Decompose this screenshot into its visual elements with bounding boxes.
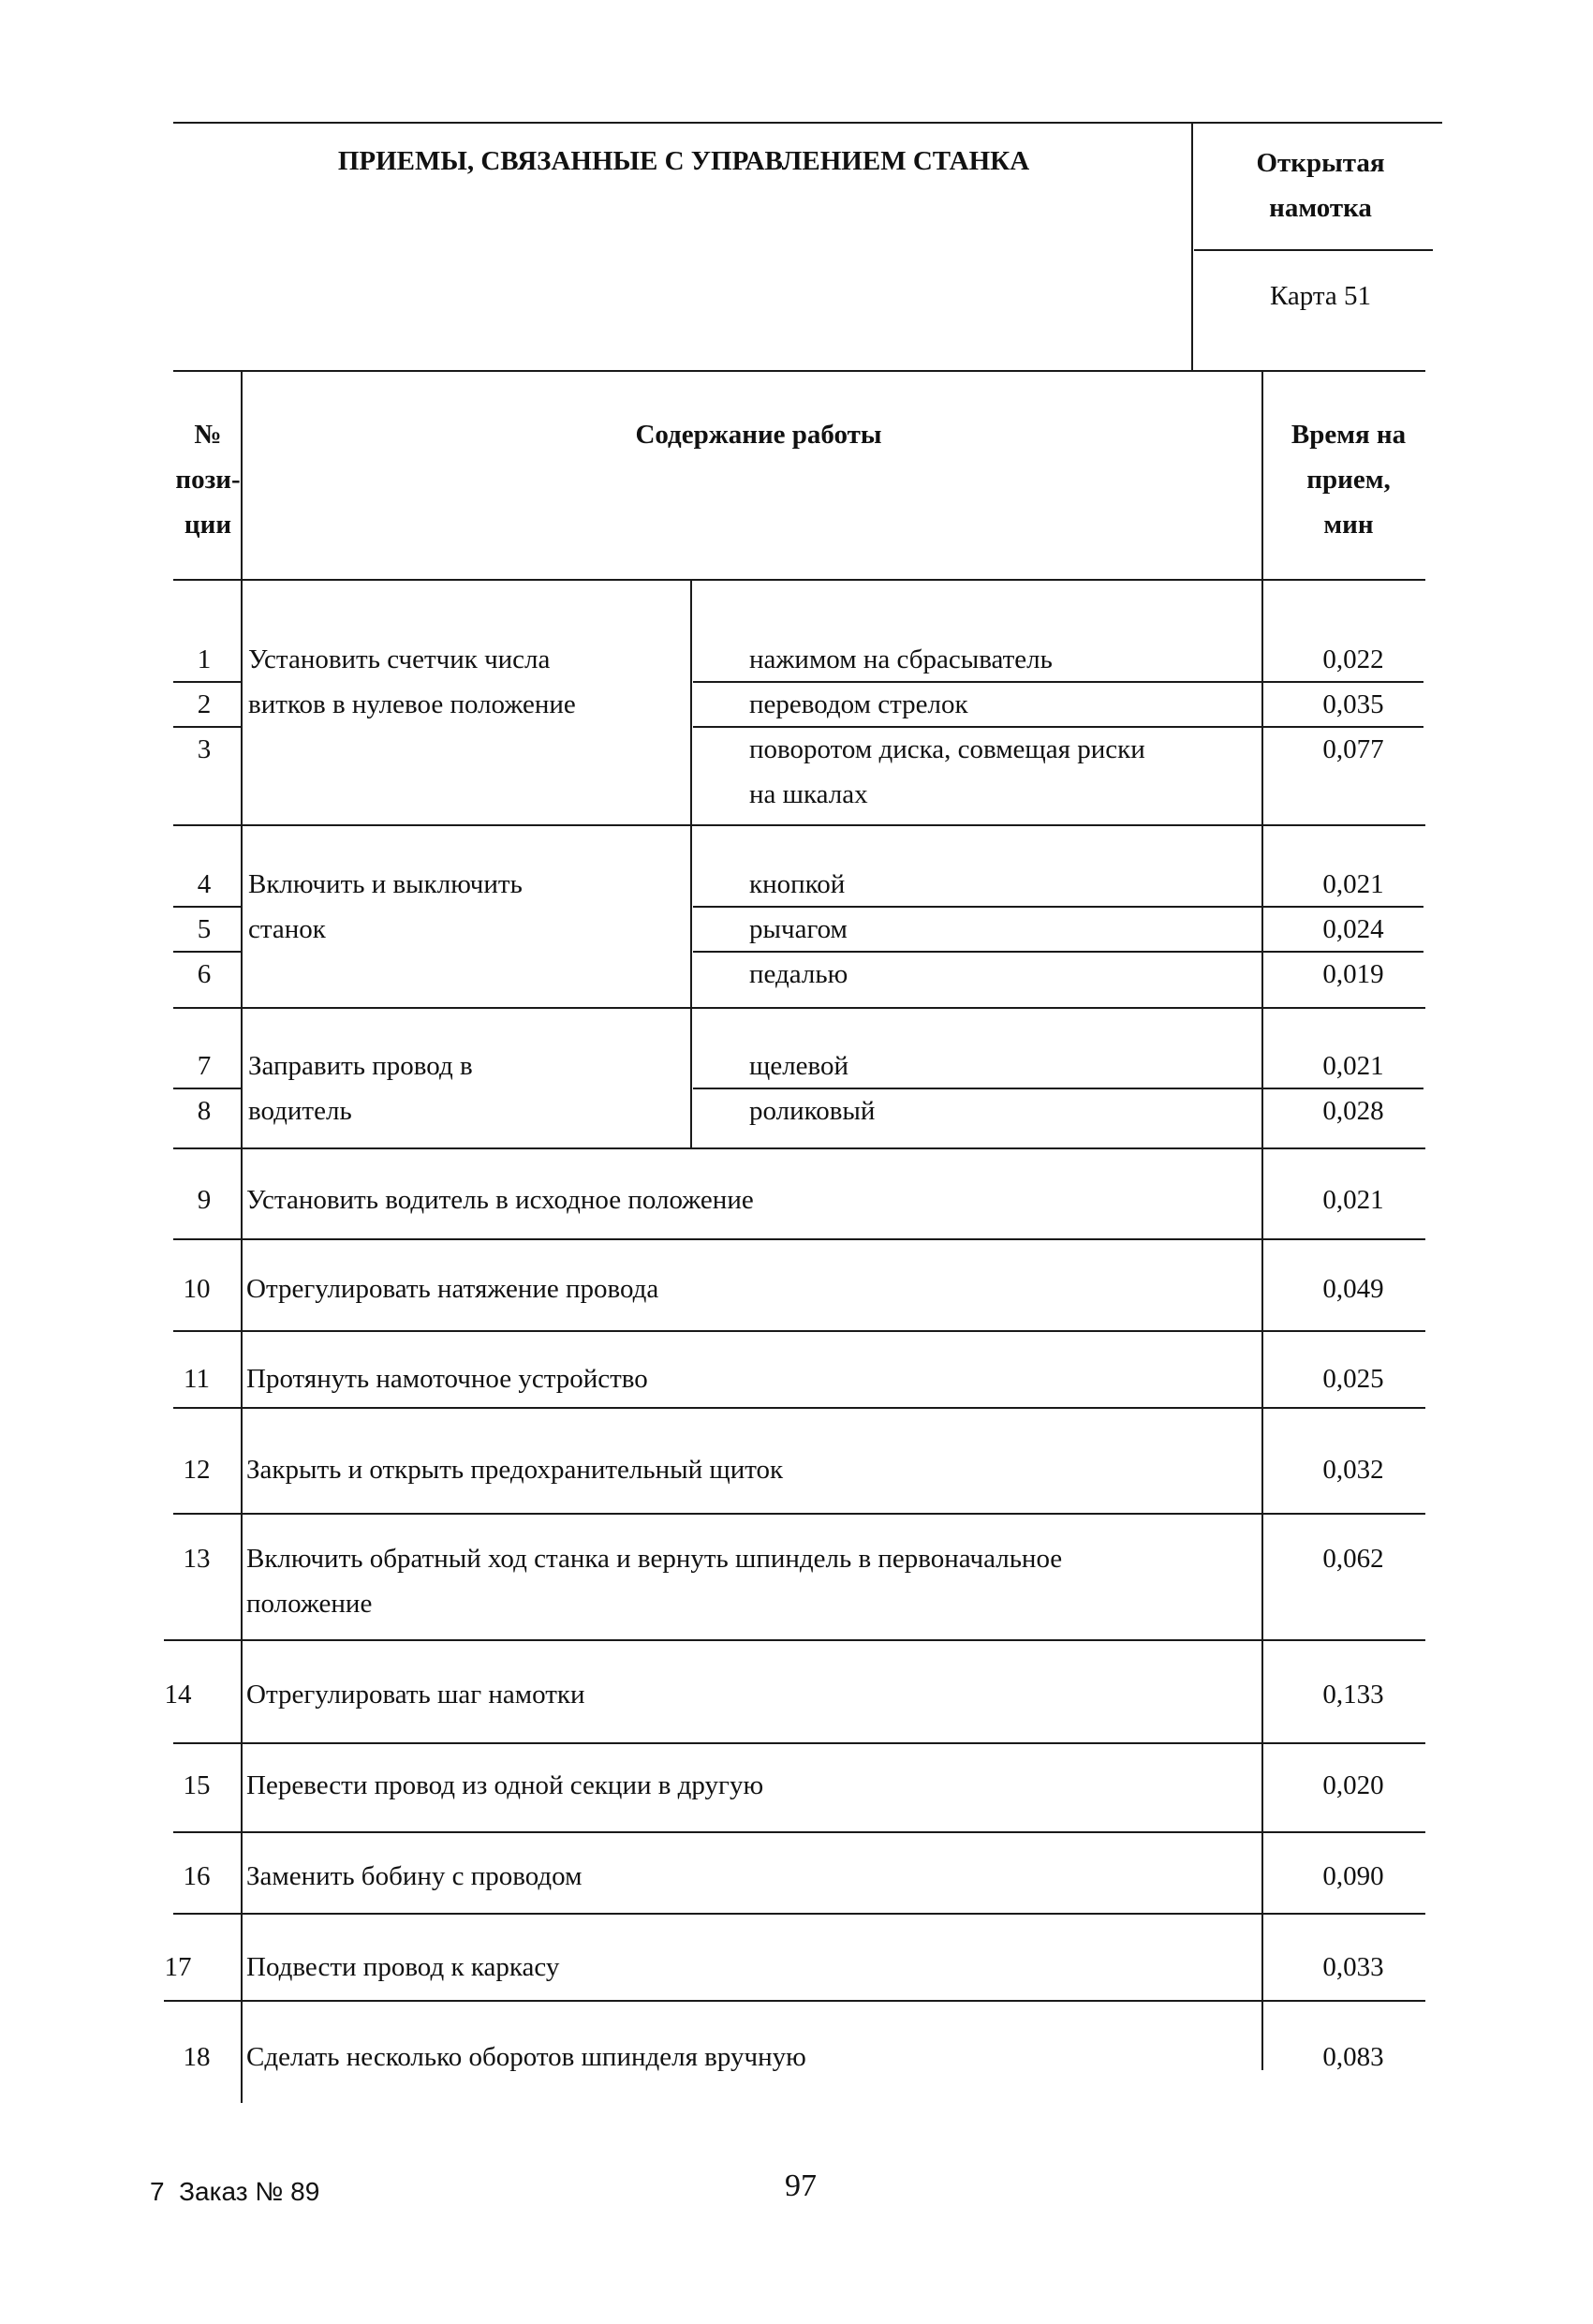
row-10-pos: 10 xyxy=(183,1274,211,1304)
time-header-line-2: прием, xyxy=(1306,465,1391,495)
row-3-method-cont: на шкалах xyxy=(749,779,868,809)
row-3-pos: 3 xyxy=(197,734,212,764)
row-5-pos: 5 xyxy=(197,914,212,944)
row-9-text: Установить водитель в исходное положение xyxy=(246,1185,754,1215)
group2-bottom-rule xyxy=(173,1007,1425,1009)
row-8-time: 0,028 xyxy=(1322,1096,1384,1126)
row-1-method: нажимом на сбрасыватель xyxy=(749,644,1053,674)
row-2-pos: 2 xyxy=(197,689,212,719)
column-header-top-rule xyxy=(173,370,1425,372)
row-11-rule xyxy=(173,1407,1425,1409)
row-10-time: 0,049 xyxy=(1322,1274,1384,1304)
category-line-1: Открытая xyxy=(1256,148,1385,178)
row-16-pos: 16 xyxy=(183,1861,211,1891)
row-8-pos: 8 xyxy=(197,1096,212,1126)
row-4-time: 0,021 xyxy=(1322,869,1384,899)
row-6-time: 0,019 xyxy=(1322,959,1384,989)
row-9-pos: 9 xyxy=(197,1185,212,1215)
row-2-time: 0,035 xyxy=(1322,689,1384,719)
row-11-time: 0,025 xyxy=(1322,1364,1384,1394)
row-15-pos: 15 xyxy=(183,1770,211,1800)
row-9-time: 0,021 xyxy=(1322,1185,1384,1215)
group3-bottom-rule xyxy=(173,1147,1425,1149)
header-top-rule xyxy=(173,122,1442,124)
group2-action-line-1: Включить и выключить xyxy=(248,869,523,899)
group3-action-line-1: Заправить провод в xyxy=(248,1051,473,1081)
row-16-time: 0,090 xyxy=(1322,1861,1384,1891)
row-7-time: 0,021 xyxy=(1322,1051,1384,1081)
row-4-pos: 4 xyxy=(197,869,212,899)
group1-action-line-1: Установить счетчик числа xyxy=(248,644,551,674)
row-3-time: 0,077 xyxy=(1322,734,1384,764)
row-5-method: рычагом xyxy=(749,914,848,944)
row-9-rule xyxy=(173,1238,1425,1240)
group2-action-line-2: станок xyxy=(248,914,326,944)
row-17-text: Подвести провод к каркасу xyxy=(246,1952,560,1982)
card-number: Карта 51 xyxy=(1269,281,1372,311)
row-7-pos: 7 xyxy=(197,1051,212,1081)
row-6-method: педалью xyxy=(749,959,848,989)
time-header-line-1: Время на xyxy=(1291,420,1407,450)
row-12-pos: 12 xyxy=(183,1455,211,1485)
row-17-rule xyxy=(164,2000,1425,2002)
content-header: Содержание работы xyxy=(635,420,882,450)
row-1-time: 0,022 xyxy=(1322,644,1384,674)
row-15-text: Перевести провод из одной секции в другую xyxy=(246,1770,764,1800)
row-14-pos: 14 xyxy=(164,1680,192,1710)
row-18-time: 0,083 xyxy=(1322,2042,1384,2072)
row-5-time: 0,024 xyxy=(1322,914,1384,944)
pos-header-line-2: пози- xyxy=(175,465,241,495)
time-header-line-3: мин xyxy=(1323,510,1374,540)
category-line-2: намотка xyxy=(1269,193,1372,223)
row-6-pos: 6 xyxy=(197,959,212,989)
column-header-bottom-rule xyxy=(173,579,1425,581)
row-10-text: Отрегулировать натяжение провода xyxy=(246,1274,659,1304)
page-title: ПРИЕМЫ, СВЯЗАННЫЕ С УПРАВЛЕНИЕМ СТАНКА xyxy=(337,146,1030,176)
row-11-text: Протянуть намоточное устройство xyxy=(246,1364,648,1394)
row-14-rule xyxy=(173,1742,1425,1744)
row-1-pos: 1 xyxy=(197,644,212,674)
row-17-pos: 17 xyxy=(164,1952,192,1982)
row-12-rule xyxy=(173,1513,1425,1515)
row-14-time: 0,133 xyxy=(1322,1680,1384,1710)
header-divider xyxy=(1191,122,1193,370)
header-card-rule xyxy=(1194,249,1433,251)
group3-action-line-2: водитель xyxy=(248,1096,352,1126)
page-number: 97 xyxy=(785,2169,817,2203)
row-8-method: роликовый xyxy=(749,1096,876,1126)
row-12-text: Закрыть и открыть предохранительный щиток xyxy=(246,1455,784,1485)
row-18-pos: 18 xyxy=(183,2042,211,2072)
row-16-rule xyxy=(173,1913,1425,1915)
row-18-text: Сделать несколько оборотов шпинделя вручную xyxy=(246,2042,806,2072)
row-15-rule xyxy=(173,1831,1425,1833)
row-3-method: поворотом диска, совмещая риски xyxy=(749,734,1145,764)
row-12-time: 0,032 xyxy=(1322,1455,1384,1485)
row-10-rule xyxy=(173,1330,1425,1332)
row-17-time: 0,033 xyxy=(1322,1952,1384,1982)
group1-bottom-rule xyxy=(173,824,1425,826)
method-column-line xyxy=(690,579,692,1147)
row-13-rule xyxy=(164,1639,1425,1641)
row-2-method: переводом стрелок xyxy=(749,689,968,719)
row-13-time: 0,062 xyxy=(1322,1544,1384,1574)
row-16-text: Заменить бобину с проводом xyxy=(246,1861,583,1891)
row-13-text: Включить обратный ход станка и вернуть шпиндель в первоначальное xyxy=(246,1544,1063,1574)
row-7-method: щелевой xyxy=(749,1051,849,1081)
time-column-line xyxy=(1261,370,1263,2070)
row-13-pos: 13 xyxy=(183,1544,211,1574)
row-11-pos: 11 xyxy=(184,1364,210,1394)
row-4-method: кнопкой xyxy=(749,869,846,899)
pos-header-line-1: № xyxy=(194,420,222,450)
row-13-text-cont: положение xyxy=(246,1589,373,1619)
pos-header-line-3: ции xyxy=(184,510,232,540)
group1-action-line-2: витков в нулевое положение xyxy=(248,689,576,719)
order-number: 7 Заказ № 89 xyxy=(150,2177,320,2206)
row-14-text: Отрегулировать шаг намотки xyxy=(246,1680,585,1710)
pos-column-line xyxy=(241,370,243,2103)
row-15-time: 0,020 xyxy=(1322,1770,1384,1800)
